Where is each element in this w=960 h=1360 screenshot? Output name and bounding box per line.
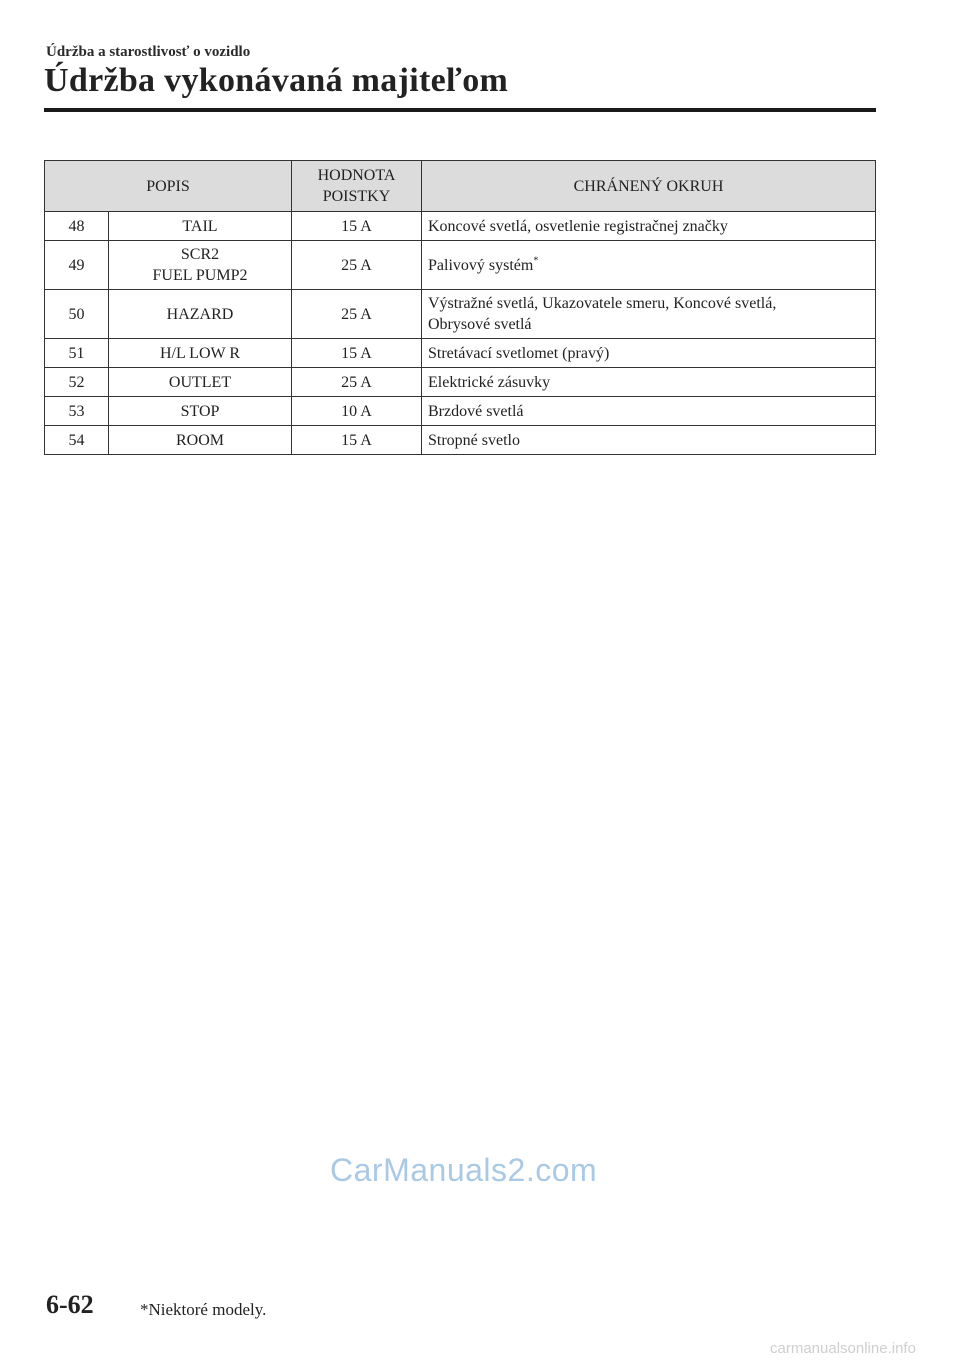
protected-circuit-cell (422, 212, 876, 241)
fuse-description-cell (109, 426, 292, 455)
fuse-description-line: FUEL PUMP2 (152, 267, 248, 284)
protected-circuit-cell (422, 339, 876, 368)
column-header-okruh: CHRÁNENÝ OKRUH (422, 161, 876, 212)
fuse-number-cell: 50 (45, 290, 109, 339)
fuse-description-cell (109, 368, 292, 397)
table-row (45, 397, 876, 426)
table-row (45, 426, 876, 455)
protected-circuit-text: Palivový systém (428, 256, 534, 274)
fuse-number-cell: 53 (45, 397, 109, 426)
table-row (45, 339, 876, 368)
watermark-text: CarManuals2.com (330, 1152, 598, 1188)
table-row (45, 212, 876, 241)
fuse-description-cell (109, 241, 292, 290)
column-header-hodnota-line2: POISTKY (322, 188, 391, 205)
protected-circuit-cell (422, 241, 876, 290)
protected-circuit-line: Výstražné svetlá, Ukazovatele smeru, Koncové svetlá, (428, 295, 777, 312)
footnote: *Niektoré modely. (140, 1300, 267, 1319)
fuse-rating-cell: 25 A (292, 290, 422, 339)
fuse-rating-cell: 25 A (292, 368, 422, 397)
fuse-description-cell (109, 212, 292, 241)
fuse-description-cell (109, 397, 292, 426)
fuse-rating-cell: 15 A (292, 426, 422, 455)
protected-circuit-cell (422, 397, 876, 426)
fuse-description-line: HAZARD (166, 305, 234, 323)
fuse-number-cell: 52 (45, 368, 109, 397)
fuse-number-cell: 54 (45, 426, 109, 455)
fuse-rating-cell: 15 A (292, 212, 422, 241)
table-row (45, 241, 876, 290)
column-header-hodnota-line1: HODNOTA (317, 167, 396, 184)
fuse-table-body (45, 212, 876, 455)
protected-circuit-line (428, 255, 869, 276)
table-row (45, 368, 876, 397)
protected-circuit-line: Koncové svetlá, osvetlenie registračnej značky (428, 217, 728, 235)
column-header-hodnota (292, 161, 422, 212)
protected-circuit-cell (422, 368, 876, 397)
fuse-number-cell: 49 (45, 241, 109, 290)
fuse-description-cell (109, 339, 292, 368)
fuse-description-line: STOP (180, 402, 220, 420)
fuse-number-cell: 51 (45, 339, 109, 368)
protected-circuit-cell (422, 426, 876, 455)
footnote-marker: * (533, 255, 539, 267)
title-rule (44, 108, 876, 112)
chapter-title: Údržba vykonávaná majiteľom (44, 62, 509, 99)
bottom-brand: carmanualsonline.info (770, 1340, 916, 1357)
page-number: 6-62 (46, 1290, 94, 1319)
protected-circuit-line: Obrysové svetlá (428, 316, 532, 333)
fuse-rating-cell: 15 A (292, 339, 422, 368)
section-label: Údržba a starostlivosť o vozidlo (46, 44, 251, 60)
fuse-description-line: H/L LOW R (160, 344, 240, 362)
fuse-rating-cell: 10 A (292, 397, 422, 426)
table-header-row (45, 161, 876, 212)
fuse-rating-cell: 25 A (292, 241, 422, 290)
protected-circuit-line: Stretávací svetlomet (pravý) (428, 344, 610, 362)
fuse-description-line: ROOM (175, 431, 224, 449)
fuse-description-line: OUTLET (168, 373, 232, 391)
table-row (45, 290, 876, 339)
protected-circuit-line: Stropné svetlo (428, 431, 520, 449)
protected-circuit-line: Elektrické zásuvky (428, 373, 551, 391)
protected-circuit-cell (422, 290, 876, 339)
fuse-description-line: TAIL (182, 217, 218, 235)
protected-circuit-line: Brzdové svetlá (428, 402, 524, 420)
column-header-popis: POPIS (45, 161, 292, 212)
fuse-description-cell (109, 290, 292, 339)
fuse-description-line: SCR2 (180, 246, 220, 263)
fuse-number-cell: 48 (45, 212, 109, 241)
fuse-table (44, 160, 876, 455)
